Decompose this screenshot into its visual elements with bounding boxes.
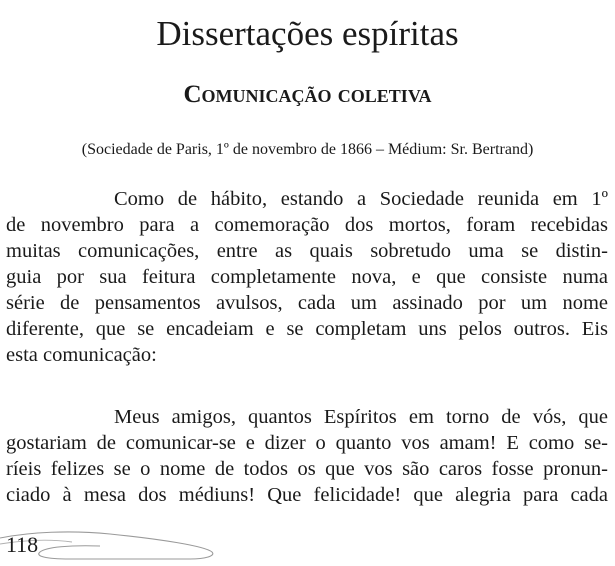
paragraph-communication xyxy=(6,404,608,508)
text-line: ríeis felizes se o nome de todos os que vos são caros fosse pronun- xyxy=(6,458,608,480)
text-line: muitas comunicações, entre as quais sobretudo uma se distin- xyxy=(6,240,608,262)
session-note: (Sociedade de Paris, 1º de novembro de 1866 – Médium: Sr. Bertrand) xyxy=(81,141,534,158)
text-line: Como de hábito, estando a Sociedade reunida em 1º xyxy=(114,188,608,210)
text-line: Meus amigos, quantos Espíritos em torno de vós, que xyxy=(114,406,608,428)
text-line: ciado à mesa dos médiuns! Que felicidade! que alegria para cada xyxy=(6,484,608,506)
text-line: gostariam de comunicar-se e dizer o quanto vos amam! E como se- xyxy=(6,432,608,454)
text-line: série de pensamentos avulsos, cada um assinado por um nome xyxy=(6,292,608,314)
text-line: de novembro para a comemoração dos mortos, foram recebidas xyxy=(6,214,608,236)
text-line: esta comunicação: xyxy=(6,344,157,366)
text-line: diferente, que se encadeiam e se completam uns pelos outros. Eis xyxy=(6,318,608,340)
section-subtitle: Comunicação coletiva xyxy=(183,81,432,108)
page-title: Dissertações espíritas xyxy=(156,14,459,53)
page-number: 118 xyxy=(6,532,39,557)
text-line: guia por sua feitura completamente nova, e que consiste numa xyxy=(6,266,608,288)
paragraph-intro xyxy=(6,186,608,368)
